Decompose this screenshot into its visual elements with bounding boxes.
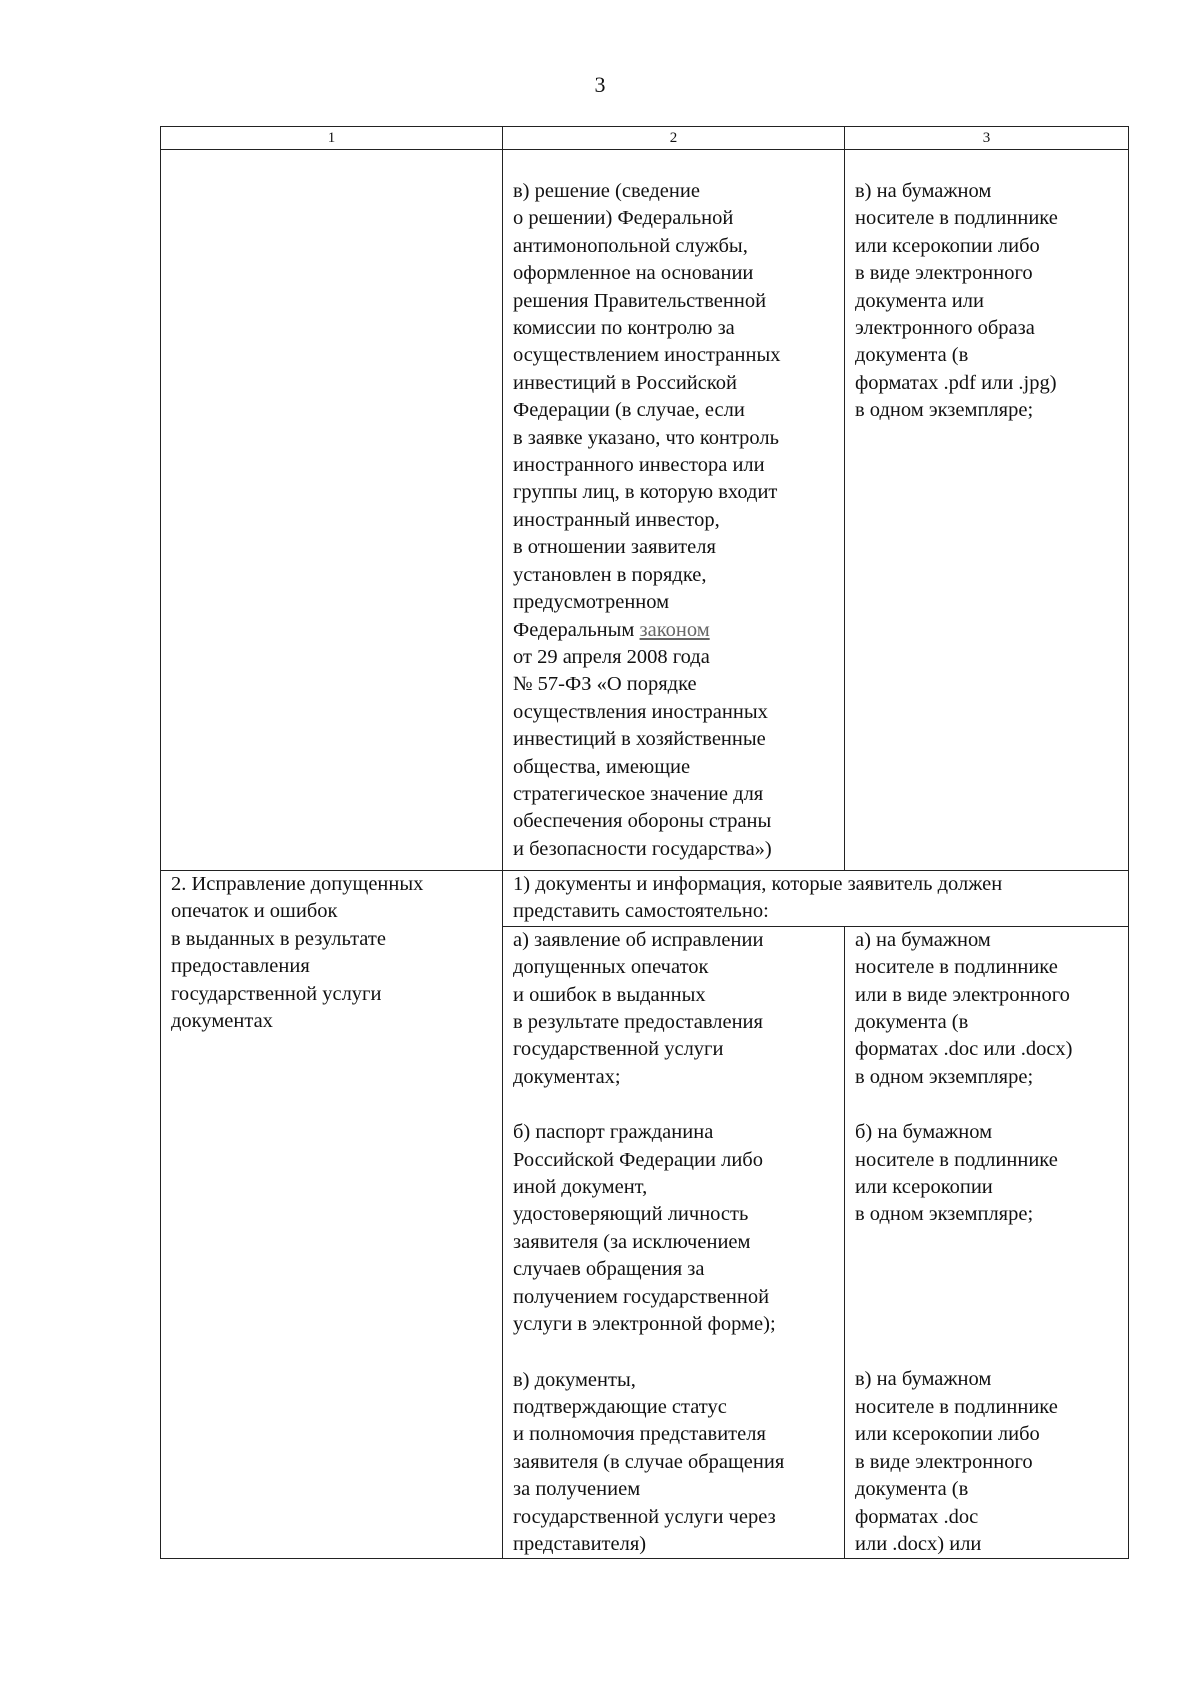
text-line: б) на бумажном xyxy=(855,1121,993,1144)
column-number-1: 1 xyxy=(161,127,503,150)
text-line: государственной услуги через xyxy=(513,1505,776,1528)
text-line: опечаток и ошибок xyxy=(171,900,338,923)
text-line: случаев обращения за xyxy=(513,1258,705,1281)
text-line: за получением xyxy=(513,1478,641,1501)
text-line: и безопасности государства») xyxy=(513,837,772,860)
text-line: получением государственной xyxy=(513,1285,770,1308)
text-line: носителе в подлиннике xyxy=(855,1395,1058,1418)
text-line: представить самостоятельно: xyxy=(513,900,769,923)
documents-subheader xyxy=(503,871,1129,927)
text-line: государственной услуги xyxy=(171,982,382,1005)
text-line: оформленное на основании xyxy=(513,262,754,285)
text-line: в виде электронного xyxy=(855,262,1033,285)
text-line: иностранного инвестора или xyxy=(513,454,765,477)
text-line: в отношении заявителя xyxy=(513,536,716,559)
text-line: о решении) Федеральной xyxy=(513,207,734,230)
text-line: документа (в xyxy=(855,1478,969,1501)
text-line: и полномочия представителя xyxy=(513,1423,766,1446)
text-line: носителе в подлиннике xyxy=(855,207,1058,230)
text-line: б) паспорт гражданина xyxy=(513,1121,714,1144)
text-line: удостоверяющий личность xyxy=(513,1203,749,1226)
text-line: общества, имеющие xyxy=(513,755,691,778)
text-line: в одном экземпляре; xyxy=(855,1065,1034,1088)
column-number-2: 2 xyxy=(503,127,845,150)
page-number: 3 xyxy=(594,72,606,97)
text-line: подтверждающие статус xyxy=(513,1395,727,1418)
row2-document-descriptions xyxy=(503,926,845,1559)
text-line: форматах .pdf или .jpg) xyxy=(855,371,1057,394)
law-prefix: Федеральным xyxy=(513,618,640,641)
text-line: стратегическое значение для xyxy=(513,782,764,805)
text-line: в одном экземпляре; xyxy=(855,1203,1034,1226)
text-line: документа или xyxy=(855,289,984,312)
text-line: 2. Исправление допущенных xyxy=(171,873,424,895)
text-line: услуги в электронной форме); xyxy=(513,1313,776,1336)
text-line: заявителя (в случае обращения xyxy=(513,1450,785,1473)
row2-submission-forms xyxy=(845,926,1129,1559)
text-line: в выданных в результате xyxy=(171,927,386,950)
text-line: инвестиций в Российской xyxy=(513,371,738,394)
column-number-3: 3 xyxy=(845,127,1129,150)
law-reference-line xyxy=(513,617,838,644)
row1-document-description xyxy=(503,150,845,871)
text-line: осуществлением иностранных xyxy=(513,344,781,367)
text-line: в) на бумажном xyxy=(855,1368,992,1391)
text-line: антимонопольной службы, xyxy=(513,234,748,257)
row1-col1-empty xyxy=(161,150,503,871)
text-line: или .docx) или xyxy=(855,1532,982,1555)
text-line: носителе в подлиннике xyxy=(855,1148,1058,1171)
text-line: решения Правительственной xyxy=(513,289,767,312)
text-line: предусмотренном xyxy=(513,591,670,614)
text-line: комиссии по контролю за xyxy=(513,317,735,340)
text-line: или ксерокопии либо xyxy=(855,1423,1040,1446)
text-line: электронного образа xyxy=(855,317,1035,340)
text-line: обеспечения обороны страны xyxy=(513,810,772,833)
text-line: документах; xyxy=(513,1065,621,1088)
text-line: осуществления иностранных xyxy=(513,700,768,723)
text-line: документах xyxy=(171,1010,273,1033)
text-line: 1) документы и информация, которые заявитель должен xyxy=(513,873,1003,895)
text-line: заявителя (за исключением xyxy=(513,1230,751,1253)
text-line: государственной услуги xyxy=(513,1038,724,1061)
text-line: инвестиций в хозяйственные xyxy=(513,728,766,751)
law-link[interactable]: законом xyxy=(639,618,710,641)
row1-submission-form xyxy=(845,150,1129,871)
text-line: документа (в xyxy=(855,1011,969,1034)
text-line: предоставления xyxy=(171,955,310,978)
text-line: в) решение (сведение xyxy=(513,180,700,202)
service-name-cell xyxy=(161,871,503,1559)
text-line: Федерации (в случае, если xyxy=(513,399,745,422)
text-line: иностранный инвестор, xyxy=(513,508,720,531)
text-line: в результате предоставления xyxy=(513,1011,763,1034)
table-row xyxy=(161,150,1129,871)
text-line: представителя) xyxy=(513,1532,647,1555)
text-line: в) на бумажном xyxy=(855,180,992,202)
text-line: и ошибок в выданных xyxy=(513,983,706,1006)
text-line: документа (в xyxy=(855,344,969,367)
text-line: иной документ, xyxy=(513,1176,648,1199)
text-line: форматах .doc или .docx) xyxy=(855,1038,1073,1061)
table-header-row xyxy=(161,127,1129,150)
text-line: группы лиц, в которую входит xyxy=(513,481,778,504)
text-line: Российской Федерации либо xyxy=(513,1148,763,1171)
text-line: а) заявление об исправлении xyxy=(513,928,764,951)
table-row xyxy=(161,871,1129,927)
text-line: или ксерокопии xyxy=(855,1176,993,1199)
text-line: установлен в порядке, xyxy=(513,563,707,586)
text-line: в заявке указано, что контроль xyxy=(513,426,779,449)
text-line: или ксерокопии либо xyxy=(855,234,1040,257)
text-line: № 57-ФЗ «О порядке xyxy=(513,673,697,696)
text-line: или в виде электронного xyxy=(855,983,1070,1006)
text-line: а) на бумажном xyxy=(855,928,991,951)
text-line: в виде электронного xyxy=(855,1450,1033,1473)
text-line: носителе в подлиннике xyxy=(855,956,1058,979)
text-line: в) документы, xyxy=(513,1368,636,1391)
text-line: от 29 апреля 2008 года xyxy=(513,645,710,668)
services-table xyxy=(160,126,1129,1559)
text-line: форматах .doc xyxy=(855,1505,979,1528)
text-line: допущенных опечаток xyxy=(513,956,709,979)
text-line: в одном экземпляре; xyxy=(855,399,1034,422)
